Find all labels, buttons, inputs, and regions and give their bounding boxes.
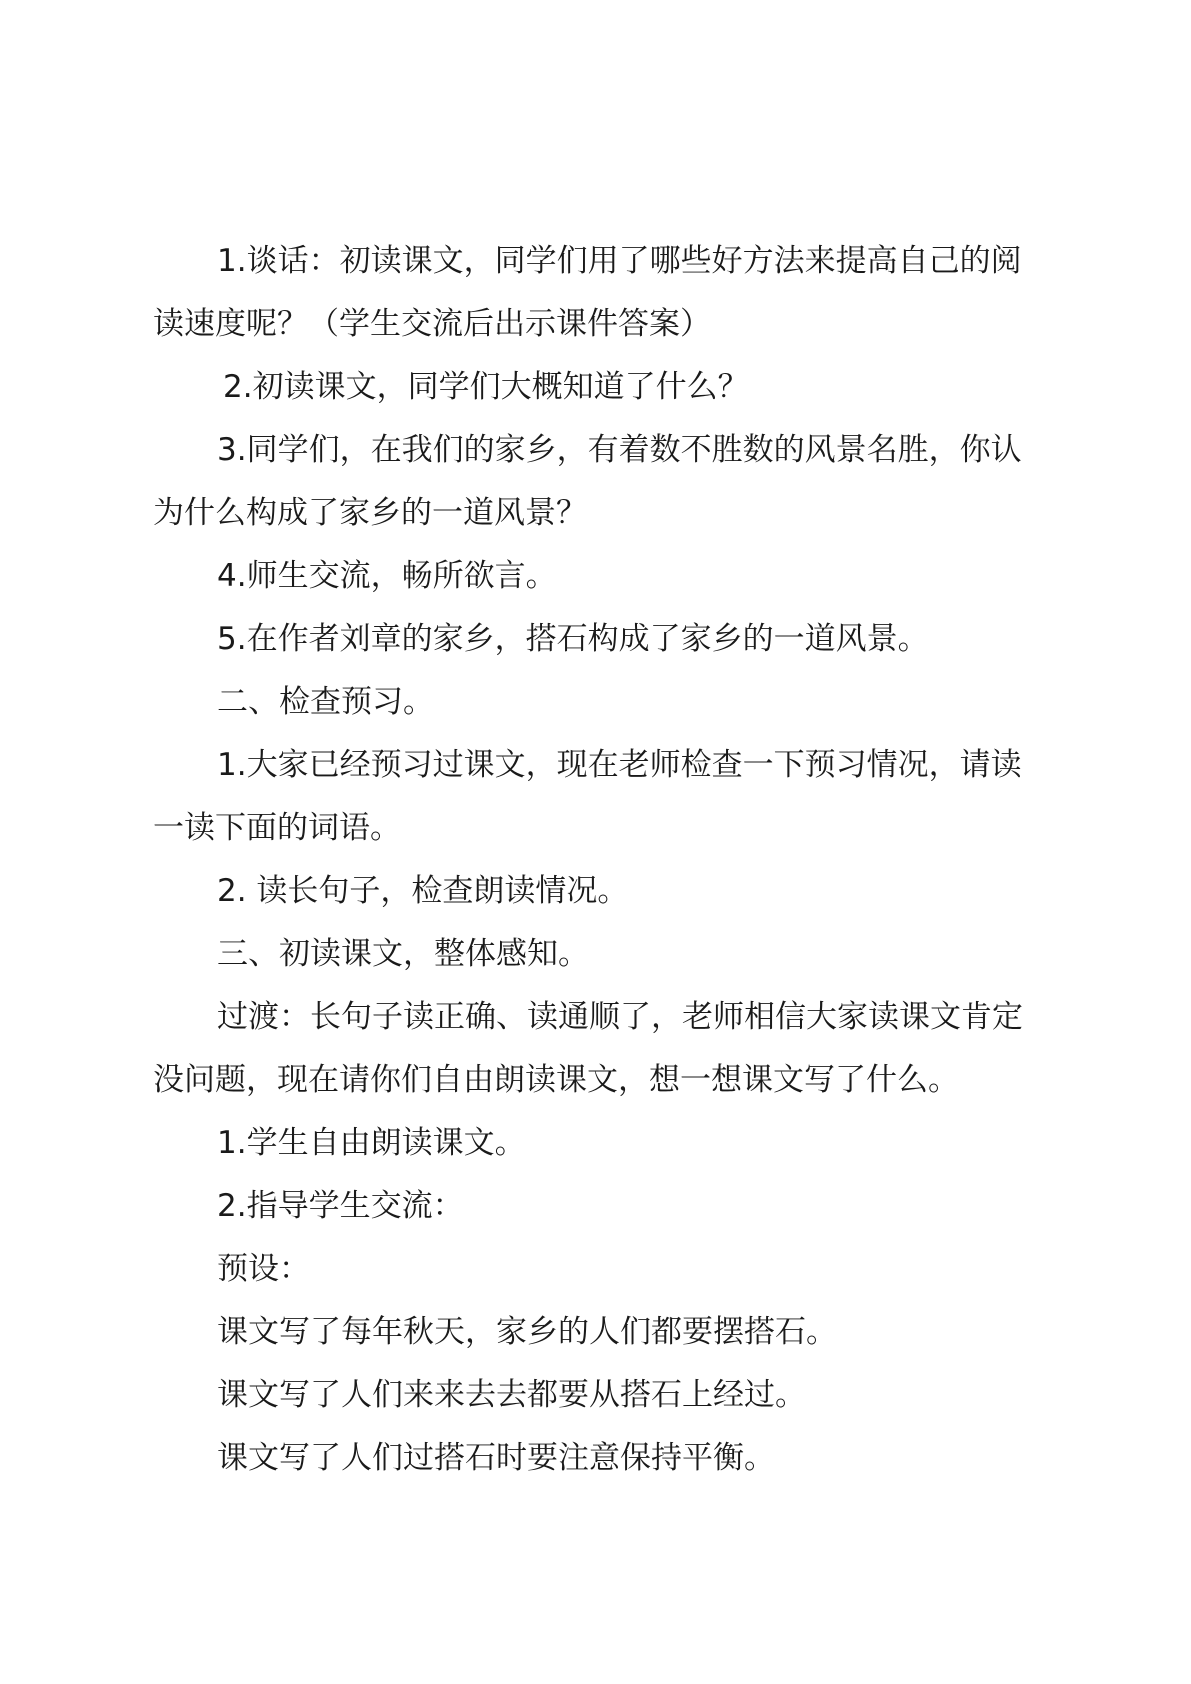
section-heading: 二、检查预习。 xyxy=(217,684,434,720)
paragraph: 课文写了每年秋天，家乡的人们都要摆搭石。 xyxy=(217,1314,837,1350)
paragraph: 课文写了人们过搭石时要注意保持平衡。 xyxy=(217,1440,775,1476)
paragraph: 过渡：长句子读正确、读通顺了，老师相信大家读课文肯定没问题，现在请你们自由朗读课文，想一想课文写了什么。 xyxy=(153,999,1023,1098)
document-body xyxy=(153,230,1048,1490)
paragraph: 1.学生自由朗读课文。 xyxy=(217,1125,526,1161)
paragraph: 2. 读长句子，检查朗读情况。 xyxy=(217,873,629,909)
paragraph: 1.谈话：初读课文，同学们用了哪些好方法来提高自己的阅读速度呢？（学生交流后出示课件答案） xyxy=(153,243,1022,342)
paragraph: 预设： xyxy=(217,1251,310,1287)
paragraph: 2.初读课文，同学们大概知道了什么？ xyxy=(223,369,749,405)
paragraph: 3.同学们，在我们的家乡，有着数不胜数的风景名胜，你认为什么构成了家乡的一道风景？ xyxy=(153,432,1022,531)
paragraph: 1.大家已经预习过课文，现在老师检查一下预习情况，请读一读下面的词语。 xyxy=(153,747,1022,846)
section-heading: 三、初读课文，整体感知。 xyxy=(217,936,589,972)
paragraph: 课文写了人们来来去去都要从搭石上经过。 xyxy=(217,1377,806,1413)
paragraph: 4.师生交流，畅所欲言。 xyxy=(217,558,557,594)
paragraph: 2.指导学生交流： xyxy=(217,1188,464,1224)
paragraph: 5.在作者刘章的家乡，搭石构成了家乡的一道风景。 xyxy=(217,621,929,657)
